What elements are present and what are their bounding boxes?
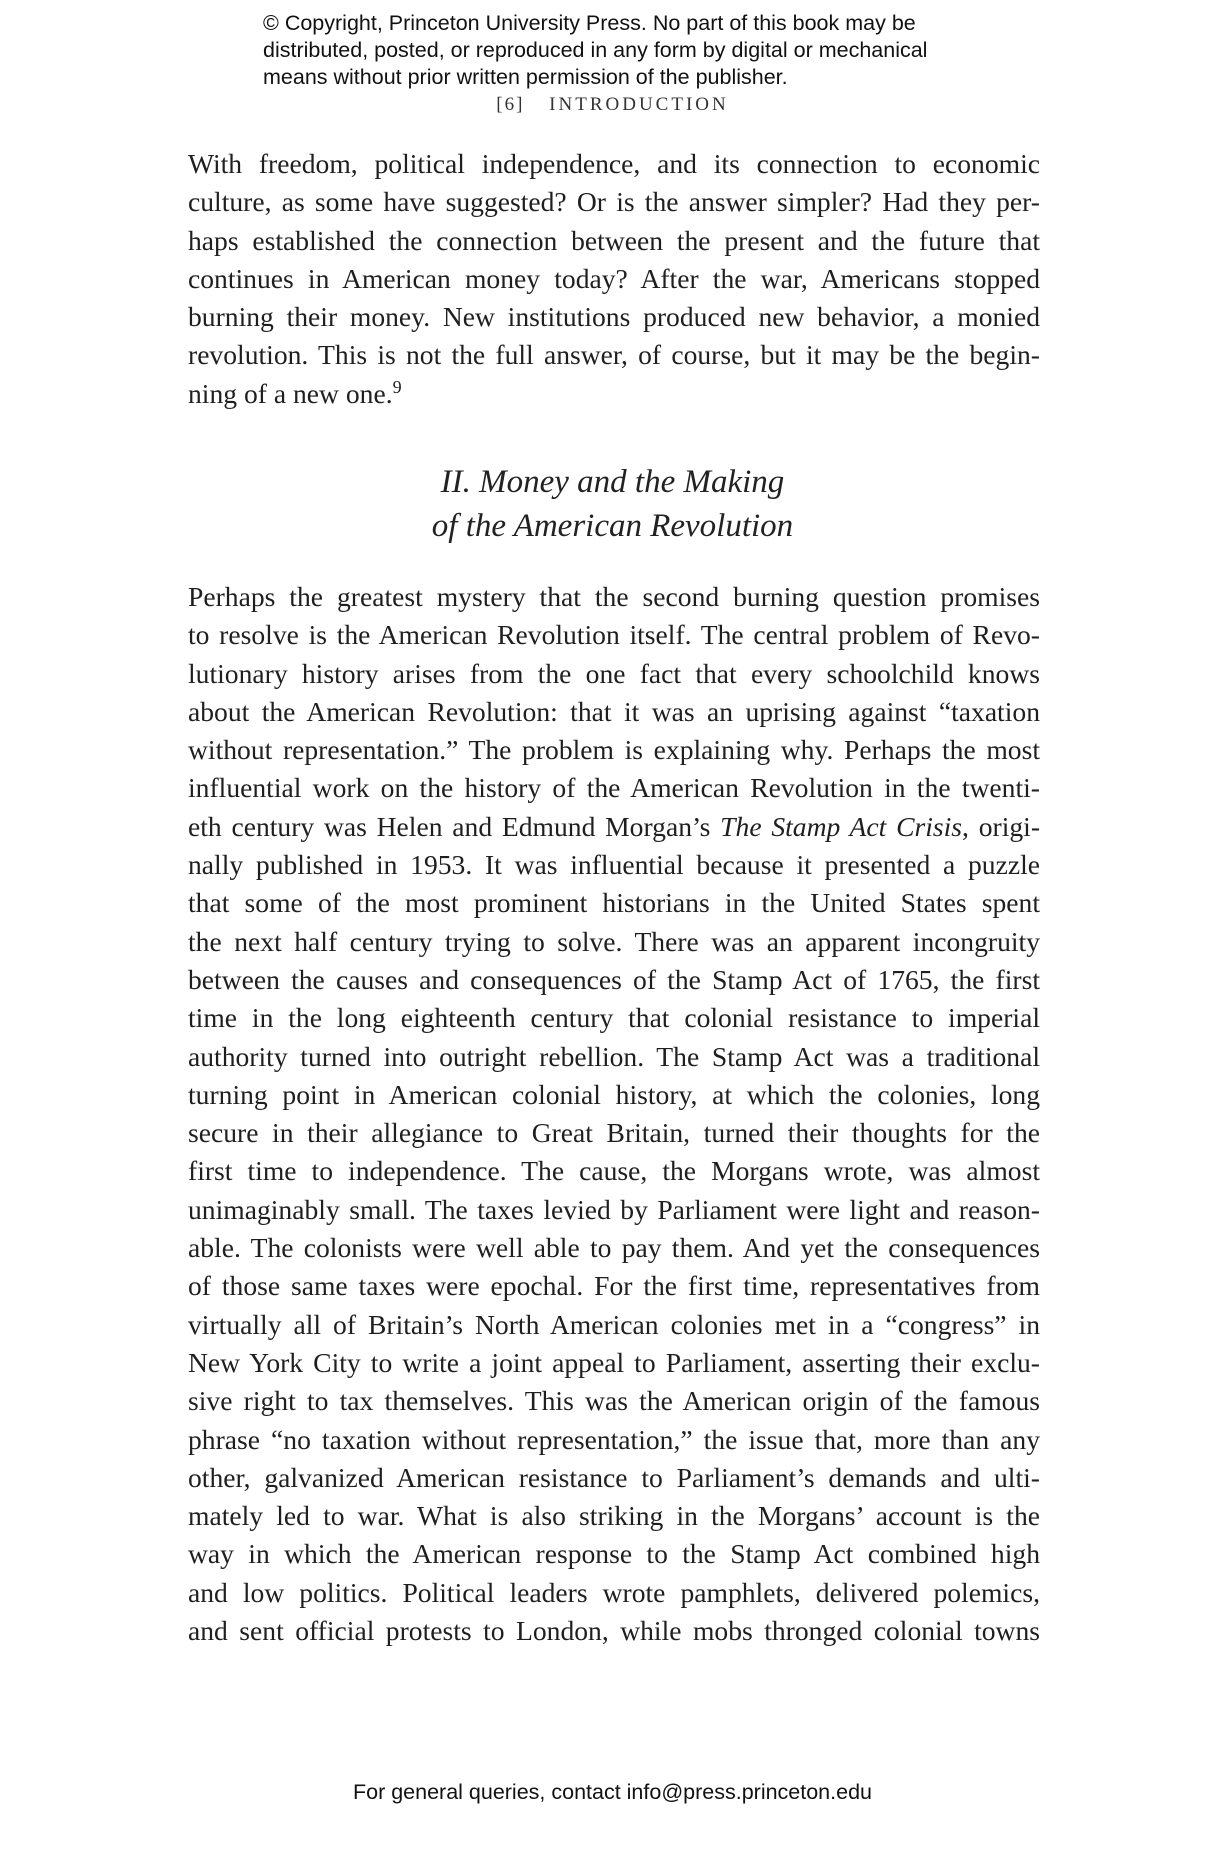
text-line: without representation.” The problem is explaining why. Perhaps the most [188, 734, 1040, 766]
text-line: unimaginably small. The taxes levied by Parliament were light and reason- [188, 1193, 1040, 1225]
text-segment: , origi- [962, 810, 1041, 842]
page-number: [6] [496, 94, 525, 115]
text-line: that some of the most prominent historians in the United States spent [188, 887, 1040, 919]
text-line [188, 375, 1040, 413]
text-line: haps established the connection between the present and the future that [188, 224, 1040, 256]
text-line: virtually all of Britain’s North American colonies met in a “congress” in [188, 1308, 1040, 1340]
body-paragraph-1 [188, 145, 1040, 413]
text-line: between the causes and consequences of the Stamp Act of 1765, the first [188, 963, 1040, 995]
footer-contact: For general queries, contact info@press.princeton.edu [352, 1780, 872, 1804]
text-line: New York City to write a joint appeal to Parliament, asserting their exclu- [188, 1346, 1040, 1378]
text-line: With freedom, political independence, and its connection to economic [188, 148, 1040, 179]
text-line: lutionary history arises from the one fact that every schoolchild knows [188, 657, 1040, 689]
text-line: of those same taxes were epochal. For the first time, representatives from [188, 1270, 1040, 1302]
text-line: nally published in 1953. It was influential because it presented a puzzle [188, 849, 1040, 881]
text-line: to resolve is the American Revolution itself. The central problem of Revo- [188, 619, 1040, 651]
text-line: and sent official protests to London, while mobs thronged colonial towns [188, 1615, 1040, 1647]
text-line-content: ning of a new one. [188, 377, 393, 409]
text-line: able. The colonists were well able to pay them. And yet the consequences [188, 1232, 1040, 1264]
text-line: way in which the American response to the Stamp Act combined high [188, 1538, 1040, 1570]
text-line [188, 808, 1040, 846]
text-line: authority turned into outright rebellion. The Stamp Act was a traditional [188, 1040, 1040, 1072]
text-line: phrase “no taxation without representation,” the issue that, more than any [188, 1423, 1040, 1455]
book-title: The Stamp Act Crisis [720, 810, 963, 842]
section-heading-line: II. Money and the Making [440, 464, 785, 500]
text-segment: eth century was Helen and Edmund Morgan’s [188, 810, 721, 842]
text-line: secure in their allegiance to Great Britain, turned their thoughts for the [188, 1117, 1040, 1149]
copyright-line: © Copyright, Princeton University Press. No part of this book may be [263, 11, 916, 35]
copyright-line: means without prior written permission of the publisher. [263, 65, 788, 89]
running-head-title: INTRODUCTION [549, 94, 729, 115]
section-heading-line: of the American Revolution [431, 508, 794, 544]
text-line: turning point in American colonial history, at which the colonies, long [188, 1078, 1040, 1110]
text-line: about the American Revolution: that it was an uprising against “taxation [188, 695, 1040, 727]
text-line: the next half century trying to solve. There was an apparent incongruity [188, 925, 1040, 957]
text-line: culture, as some have suggested? Or is the answer simpler? Had they per- [188, 186, 1040, 218]
section-heading [0, 460, 1225, 548]
text-line: Perhaps the greatest mystery that the second burning question promises [188, 581, 1040, 612]
text-line: influential work on the history of the American Revolution in the twenti- [188, 772, 1040, 804]
running-head [0, 94, 1225, 116]
text-line: first time to independence. The cause, the Morgans wrote, was almost [188, 1155, 1040, 1187]
text-line: other, galvanized American resistance to Parliament’s demands and ulti- [188, 1461, 1040, 1493]
text-line: revolution. This is not the full answer, of course, but it may be the begin- [188, 339, 1040, 371]
text-line: burning their money. New institutions produced new behavior, a monied [188, 301, 1040, 333]
text-line: and low politics. Political leaders wrote pamphlets, delivered polemics, [188, 1576, 1040, 1608]
copyright-notice [263, 10, 983, 91]
text-line: time in the long eighteenth century that colonial resistance to imperial [188, 1002, 1040, 1034]
copyright-line: distributed, posted, or reproduced in any form by digital or mechanical [263, 38, 928, 62]
text-line: continues in American money today? After the war, Americans stopped [188, 262, 1040, 294]
footnote-reference[interactable]: 9 [392, 376, 402, 397]
text-line: sive right to tax themselves. This was the American origin of the famous [188, 1385, 1040, 1417]
body-paragraph-2 [188, 578, 1040, 1650]
text-line: mately led to war. What is also striking in the Morgans’ account is the [188, 1500, 1040, 1532]
